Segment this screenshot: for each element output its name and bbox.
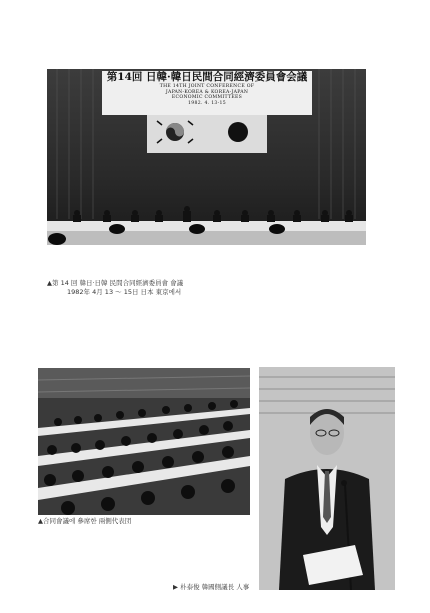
speaker-caption: ▶ 朴泰俊 韓國側議長 人事 (173, 583, 250, 591)
speaker-photo (259, 367, 395, 590)
banner-title: 第14回 日韓·韓日民間合同經濟委員會会議 (106, 71, 308, 83)
banner-line-3: ECONOMIC COMMITTEES (171, 95, 243, 101)
banner-line-4: 1982. 4. 13-15 (188, 100, 226, 106)
conference-caption-line-1: ▲第 14 回 韓日·日韓 民間合同經濟委員會 會議 (47, 279, 184, 287)
plenary-caption: ▲合同會議에 參席한 兩側代表団 (38, 517, 132, 525)
conference-caption-line-2: 1982年 4月 13 ～ 15日 日本 東京에서 (67, 288, 182, 296)
banner-line-2: JAPAN-KOREA & KOREA-JAPAN (165, 89, 249, 95)
conference-photo (47, 69, 366, 245)
plenary-photo (38, 368, 250, 515)
conference-caption (47, 279, 183, 297)
banner-line-1: THE 14TH JOINT CONFERENCE OF (159, 84, 255, 89)
